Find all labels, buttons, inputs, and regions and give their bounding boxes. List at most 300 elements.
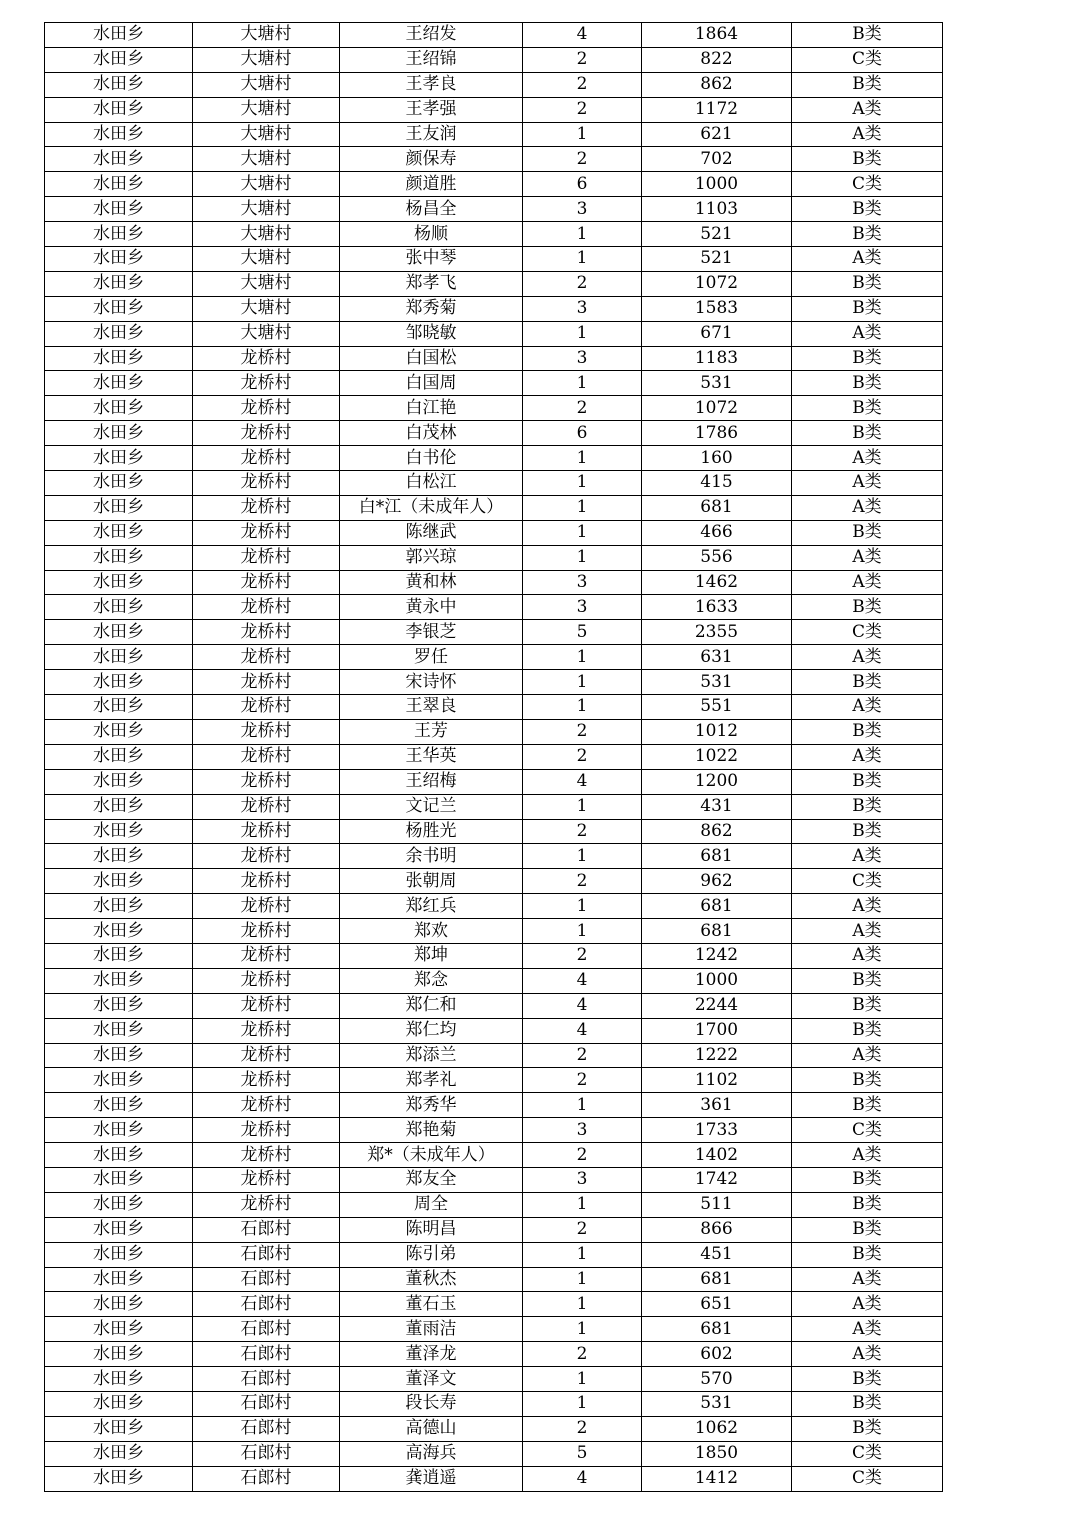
name-cell: 陈继武 (340, 520, 523, 545)
category-cell: B类 (792, 595, 943, 620)
amount-cell: 521 (642, 247, 792, 272)
category-cell: B类 (792, 968, 943, 993)
household-size-cell: 1 (523, 1192, 642, 1217)
amount-cell: 551 (642, 695, 792, 720)
village-cell: 龙桥村 (193, 645, 340, 670)
amount-cell: 1462 (642, 570, 792, 595)
township-cell: 水田乡 (45, 1441, 193, 1466)
amount-cell: 1850 (642, 1441, 792, 1466)
category-cell: A类 (792, 570, 943, 595)
category-cell: A类 (792, 1143, 943, 1168)
table-row (45, 769, 943, 794)
township-cell: 水田乡 (45, 346, 193, 371)
name-cell: 王绍锦 (340, 47, 523, 72)
township-cell: 水田乡 (45, 1018, 193, 1043)
category-cell: C类 (792, 172, 943, 197)
amount-cell: 681 (642, 919, 792, 944)
name-cell: 郑红兵 (340, 894, 523, 919)
name-cell: 郑*（未成年人） (340, 1143, 523, 1168)
table-row (45, 1441, 943, 1466)
table-row (45, 23, 943, 48)
township-cell: 水田乡 (45, 1093, 193, 1118)
name-cell: 周全 (340, 1192, 523, 1217)
name-cell: 董秋杰 (340, 1267, 523, 1292)
amount-cell: 1072 (642, 271, 792, 296)
category-cell: B类 (792, 819, 943, 844)
table-row (45, 1043, 943, 1068)
village-cell: 大塘村 (193, 97, 340, 122)
table-row (45, 247, 943, 272)
amount-cell: 681 (642, 1317, 792, 1342)
village-cell: 龙桥村 (193, 719, 340, 744)
table-row (45, 1167, 943, 1192)
category-cell: B类 (792, 197, 943, 222)
category-cell: B类 (792, 1192, 943, 1217)
category-cell: B类 (792, 1018, 943, 1043)
category-cell: A类 (792, 247, 943, 272)
amount-cell: 160 (642, 446, 792, 471)
amount-cell: 681 (642, 495, 792, 520)
table-row (45, 1267, 943, 1292)
name-cell: 王翠良 (340, 695, 523, 720)
township-cell: 水田乡 (45, 97, 193, 122)
name-cell: 杨胜光 (340, 819, 523, 844)
category-cell: A类 (792, 321, 943, 346)
name-cell: 郑孝飞 (340, 271, 523, 296)
table-row (45, 1068, 943, 1093)
village-cell: 龙桥村 (193, 1093, 340, 1118)
household-size-cell: 2 (523, 47, 642, 72)
category-cell: B类 (792, 222, 943, 247)
amount-cell: 2244 (642, 993, 792, 1018)
township-cell: 水田乡 (45, 172, 193, 197)
amount-cell: 466 (642, 520, 792, 545)
name-cell: 颜道胜 (340, 172, 523, 197)
table-row (45, 744, 943, 769)
household-size-cell: 1 (523, 520, 642, 545)
table-row (45, 1416, 943, 1441)
category-cell: A类 (792, 695, 943, 720)
amount-cell: 862 (642, 72, 792, 97)
village-cell: 大塘村 (193, 122, 340, 147)
amount-cell: 1200 (642, 769, 792, 794)
amount-cell: 702 (642, 147, 792, 172)
amount-cell: 866 (642, 1217, 792, 1242)
village-cell: 龙桥村 (193, 1192, 340, 1217)
amount-cell: 862 (642, 819, 792, 844)
township-cell: 水田乡 (45, 719, 193, 744)
table-row (45, 172, 943, 197)
household-size-cell: 5 (523, 1441, 642, 1466)
household-size-cell: 1 (523, 695, 642, 720)
amount-cell: 1864 (642, 23, 792, 48)
township-cell: 水田乡 (45, 495, 193, 520)
township-cell: 水田乡 (45, 446, 193, 471)
category-cell: B类 (792, 520, 943, 545)
household-size-cell: 1 (523, 122, 642, 147)
village-cell: 龙桥村 (193, 421, 340, 446)
village-cell: 石郎村 (193, 1217, 340, 1242)
household-size-cell: 1 (523, 1242, 642, 1267)
village-cell: 龙桥村 (193, 819, 340, 844)
name-cell: 郑仁均 (340, 1018, 523, 1043)
table-row (45, 1093, 943, 1118)
records-table-body (45, 23, 943, 1492)
township-cell: 水田乡 (45, 1167, 193, 1192)
village-cell: 大塘村 (193, 321, 340, 346)
name-cell: 陈引弟 (340, 1242, 523, 1267)
name-cell: 郑念 (340, 968, 523, 993)
household-size-cell: 2 (523, 943, 642, 968)
table-row (45, 1466, 943, 1491)
township-cell: 水田乡 (45, 396, 193, 421)
category-cell: C类 (792, 620, 943, 645)
category-cell: A类 (792, 1292, 943, 1317)
household-size-cell: 1 (523, 1267, 642, 1292)
household-size-cell: 5 (523, 620, 642, 645)
category-cell: A类 (792, 943, 943, 968)
table-row (45, 222, 943, 247)
amount-cell: 531 (642, 1391, 792, 1416)
amount-cell: 1583 (642, 296, 792, 321)
category-cell: B类 (792, 1068, 943, 1093)
category-cell: A类 (792, 894, 943, 919)
village-cell: 龙桥村 (193, 495, 340, 520)
category-cell: B类 (792, 670, 943, 695)
village-cell: 龙桥村 (193, 695, 340, 720)
name-cell: 王孝良 (340, 72, 523, 97)
category-cell: A类 (792, 919, 943, 944)
amount-cell: 1733 (642, 1118, 792, 1143)
township-cell: 水田乡 (45, 645, 193, 670)
household-size-cell: 1 (523, 894, 642, 919)
township-cell: 水田乡 (45, 371, 193, 396)
township-cell: 水田乡 (45, 1143, 193, 1168)
table-row (45, 943, 943, 968)
table-row (45, 495, 943, 520)
category-cell: B类 (792, 1416, 943, 1441)
household-size-cell: 2 (523, 1416, 642, 1441)
category-cell: B类 (792, 346, 943, 371)
name-cell: 王华英 (340, 744, 523, 769)
amount-cell: 1172 (642, 97, 792, 122)
amount-cell: 1072 (642, 396, 792, 421)
table-row (45, 1192, 943, 1217)
category-cell: B类 (792, 72, 943, 97)
name-cell: 郑欢 (340, 919, 523, 944)
household-size-cell: 1 (523, 545, 642, 570)
name-cell: 宋诗怀 (340, 670, 523, 695)
household-size-cell: 1 (523, 1367, 642, 1392)
household-size-cell: 2 (523, 396, 642, 421)
table-row (45, 72, 943, 97)
table-row (45, 371, 943, 396)
village-cell: 龙桥村 (193, 371, 340, 396)
amount-cell: 556 (642, 545, 792, 570)
table-row (45, 545, 943, 570)
name-cell: 白松江 (340, 471, 523, 496)
table-row (45, 197, 943, 222)
household-size-cell: 2 (523, 819, 642, 844)
village-cell: 石郎村 (193, 1441, 340, 1466)
village-cell: 大塘村 (193, 147, 340, 172)
table-row (45, 1292, 943, 1317)
village-cell: 龙桥村 (193, 794, 340, 819)
name-cell: 郭兴琼 (340, 545, 523, 570)
category-cell: B类 (792, 1217, 943, 1242)
name-cell: 杨顺 (340, 222, 523, 247)
table-row (45, 794, 943, 819)
household-size-cell: 4 (523, 1018, 642, 1043)
village-cell: 大塘村 (193, 247, 340, 272)
village-cell: 龙桥村 (193, 545, 340, 570)
name-cell: 郑孝礼 (340, 1068, 523, 1093)
category-cell: B类 (792, 371, 943, 396)
household-size-cell: 3 (523, 296, 642, 321)
village-cell: 龙桥村 (193, 844, 340, 869)
village-cell: 龙桥村 (193, 471, 340, 496)
amount-cell: 822 (642, 47, 792, 72)
table-row (45, 446, 943, 471)
household-size-cell: 2 (523, 97, 642, 122)
household-size-cell: 4 (523, 993, 642, 1018)
village-cell: 龙桥村 (193, 769, 340, 794)
name-cell: 黄和林 (340, 570, 523, 595)
category-cell: B类 (792, 23, 943, 48)
township-cell: 水田乡 (45, 147, 193, 172)
village-cell: 大塘村 (193, 47, 340, 72)
category-cell: A类 (792, 122, 943, 147)
amount-cell: 681 (642, 844, 792, 869)
household-size-cell: 2 (523, 1068, 642, 1093)
table-row (45, 296, 943, 321)
township-cell: 水田乡 (45, 271, 193, 296)
name-cell: 黄永中 (340, 595, 523, 620)
category-cell: A类 (792, 1043, 943, 1068)
category-cell: B类 (792, 396, 943, 421)
household-size-cell: 1 (523, 495, 642, 520)
township-cell: 水田乡 (45, 968, 193, 993)
township-cell: 水田乡 (45, 894, 193, 919)
village-cell: 石郎村 (193, 1242, 340, 1267)
table-row (45, 968, 943, 993)
village-cell: 龙桥村 (193, 620, 340, 645)
name-cell: 王友润 (340, 122, 523, 147)
household-size-cell: 1 (523, 471, 642, 496)
village-cell: 龙桥村 (193, 1018, 340, 1043)
household-size-cell: 2 (523, 1342, 642, 1367)
table-row (45, 1391, 943, 1416)
household-size-cell: 2 (523, 1143, 642, 1168)
name-cell: 邹晓敏 (340, 321, 523, 346)
table-row (45, 719, 943, 744)
name-cell: 高德山 (340, 1416, 523, 1441)
amount-cell: 651 (642, 1292, 792, 1317)
category-cell: A类 (792, 645, 943, 670)
village-cell: 龙桥村 (193, 446, 340, 471)
name-cell: 董雨洁 (340, 1317, 523, 1342)
household-size-cell: 1 (523, 645, 642, 670)
name-cell: 郑友全 (340, 1167, 523, 1192)
township-cell: 水田乡 (45, 595, 193, 620)
township-cell: 水田乡 (45, 520, 193, 545)
village-cell: 石郎村 (193, 1466, 340, 1491)
village-cell: 大塘村 (193, 172, 340, 197)
township-cell: 水田乡 (45, 744, 193, 769)
category-cell: B类 (792, 421, 943, 446)
village-cell: 石郎村 (193, 1391, 340, 1416)
table-row (45, 47, 943, 72)
village-cell: 龙桥村 (193, 670, 340, 695)
amount-cell: 2355 (642, 620, 792, 645)
amount-cell: 1000 (642, 172, 792, 197)
village-cell: 石郎村 (193, 1342, 340, 1367)
township-cell: 水田乡 (45, 769, 193, 794)
household-size-cell: 1 (523, 1317, 642, 1342)
amount-cell: 1102 (642, 1068, 792, 1093)
name-cell: 王绍发 (340, 23, 523, 48)
name-cell: 王芳 (340, 719, 523, 744)
township-cell: 水田乡 (45, 1367, 193, 1392)
table-row (45, 670, 943, 695)
township-cell: 水田乡 (45, 1242, 193, 1267)
township-cell: 水田乡 (45, 1317, 193, 1342)
amount-cell: 1183 (642, 346, 792, 371)
village-cell: 大塘村 (193, 296, 340, 321)
category-cell: B类 (792, 719, 943, 744)
village-cell: 龙桥村 (193, 1043, 340, 1068)
household-size-cell: 2 (523, 271, 642, 296)
category-cell: B类 (792, 794, 943, 819)
township-cell: 水田乡 (45, 844, 193, 869)
table-row (45, 595, 943, 620)
township-cell: 水田乡 (45, 1043, 193, 1068)
household-size-cell: 1 (523, 919, 642, 944)
amount-cell: 415 (642, 471, 792, 496)
township-cell: 水田乡 (45, 1342, 193, 1367)
table-row (45, 1317, 943, 1342)
name-cell: 段长寿 (340, 1391, 523, 1416)
household-size-cell: 2 (523, 72, 642, 97)
name-cell: 郑艳菊 (340, 1118, 523, 1143)
village-cell: 龙桥村 (193, 396, 340, 421)
village-cell: 石郎村 (193, 1416, 340, 1441)
name-cell: 白国周 (340, 371, 523, 396)
name-cell: 郑坤 (340, 943, 523, 968)
name-cell: 郑仁和 (340, 993, 523, 1018)
household-size-cell: 4 (523, 23, 642, 48)
township-cell: 水田乡 (45, 1391, 193, 1416)
amount-cell: 1222 (642, 1043, 792, 1068)
village-cell: 龙桥村 (193, 595, 340, 620)
name-cell: 白茂林 (340, 421, 523, 446)
name-cell: 张朝周 (340, 869, 523, 894)
amount-cell: 631 (642, 645, 792, 670)
household-size-cell: 3 (523, 197, 642, 222)
table-row (45, 271, 943, 296)
household-size-cell: 2 (523, 147, 642, 172)
amount-cell: 511 (642, 1192, 792, 1217)
table-row (45, 122, 943, 147)
township-cell: 水田乡 (45, 1466, 193, 1491)
category-cell: B类 (792, 769, 943, 794)
table-row (45, 147, 943, 172)
household-size-cell: 4 (523, 968, 642, 993)
category-cell: C类 (792, 1118, 943, 1143)
amount-cell: 1402 (642, 1143, 792, 1168)
amount-cell: 1103 (642, 197, 792, 222)
category-cell: B类 (792, 296, 943, 321)
village-cell: 龙桥村 (193, 520, 340, 545)
table-row (45, 570, 943, 595)
name-cell: 李银芝 (340, 620, 523, 645)
table-row (45, 1342, 943, 1367)
category-cell: B类 (792, 1391, 943, 1416)
table-row (45, 321, 943, 346)
amount-cell: 1022 (642, 744, 792, 769)
household-size-cell: 3 (523, 1118, 642, 1143)
name-cell: 郑秀菊 (340, 296, 523, 321)
amount-cell: 361 (642, 1093, 792, 1118)
name-cell: 文记兰 (340, 794, 523, 819)
township-cell: 水田乡 (45, 222, 193, 247)
village-cell: 石郎村 (193, 1317, 340, 1342)
village-cell: 龙桥村 (193, 1143, 340, 1168)
household-size-cell: 3 (523, 1167, 642, 1192)
township-cell: 水田乡 (45, 471, 193, 496)
category-cell: A类 (792, 1267, 943, 1292)
township-cell: 水田乡 (45, 819, 193, 844)
village-cell: 龙桥村 (193, 744, 340, 769)
village-cell: 大塘村 (193, 72, 340, 97)
table-row (45, 1217, 943, 1242)
township-cell: 水田乡 (45, 1416, 193, 1441)
township-cell: 水田乡 (45, 1192, 193, 1217)
township-cell: 水田乡 (45, 122, 193, 147)
amount-cell: 451 (642, 1242, 792, 1267)
household-size-cell: 2 (523, 719, 642, 744)
township-cell: 水田乡 (45, 23, 193, 48)
household-size-cell: 1 (523, 1093, 642, 1118)
table-row (45, 1118, 943, 1143)
township-cell: 水田乡 (45, 247, 193, 272)
township-cell: 水田乡 (45, 47, 193, 72)
name-cell: 郑秀华 (340, 1093, 523, 1118)
amount-cell: 1000 (642, 968, 792, 993)
category-cell: B类 (792, 147, 943, 172)
township-cell: 水田乡 (45, 695, 193, 720)
amount-cell: 962 (642, 869, 792, 894)
household-size-cell: 1 (523, 247, 642, 272)
village-cell: 龙桥村 (193, 869, 340, 894)
household-size-cell: 2 (523, 744, 642, 769)
amount-cell: 1633 (642, 595, 792, 620)
amount-cell: 681 (642, 894, 792, 919)
table-row (45, 993, 943, 1018)
township-cell: 水田乡 (45, 794, 193, 819)
name-cell: 陈明昌 (340, 1217, 523, 1242)
name-cell: 罗任 (340, 645, 523, 670)
household-size-cell: 2 (523, 1043, 642, 1068)
amount-cell: 1412 (642, 1466, 792, 1491)
household-size-cell: 4 (523, 1466, 642, 1491)
table-row (45, 844, 943, 869)
village-cell: 石郎村 (193, 1267, 340, 1292)
household-size-cell: 6 (523, 172, 642, 197)
amount-cell: 431 (642, 794, 792, 819)
name-cell: 王孝强 (340, 97, 523, 122)
village-cell: 龙桥村 (193, 943, 340, 968)
